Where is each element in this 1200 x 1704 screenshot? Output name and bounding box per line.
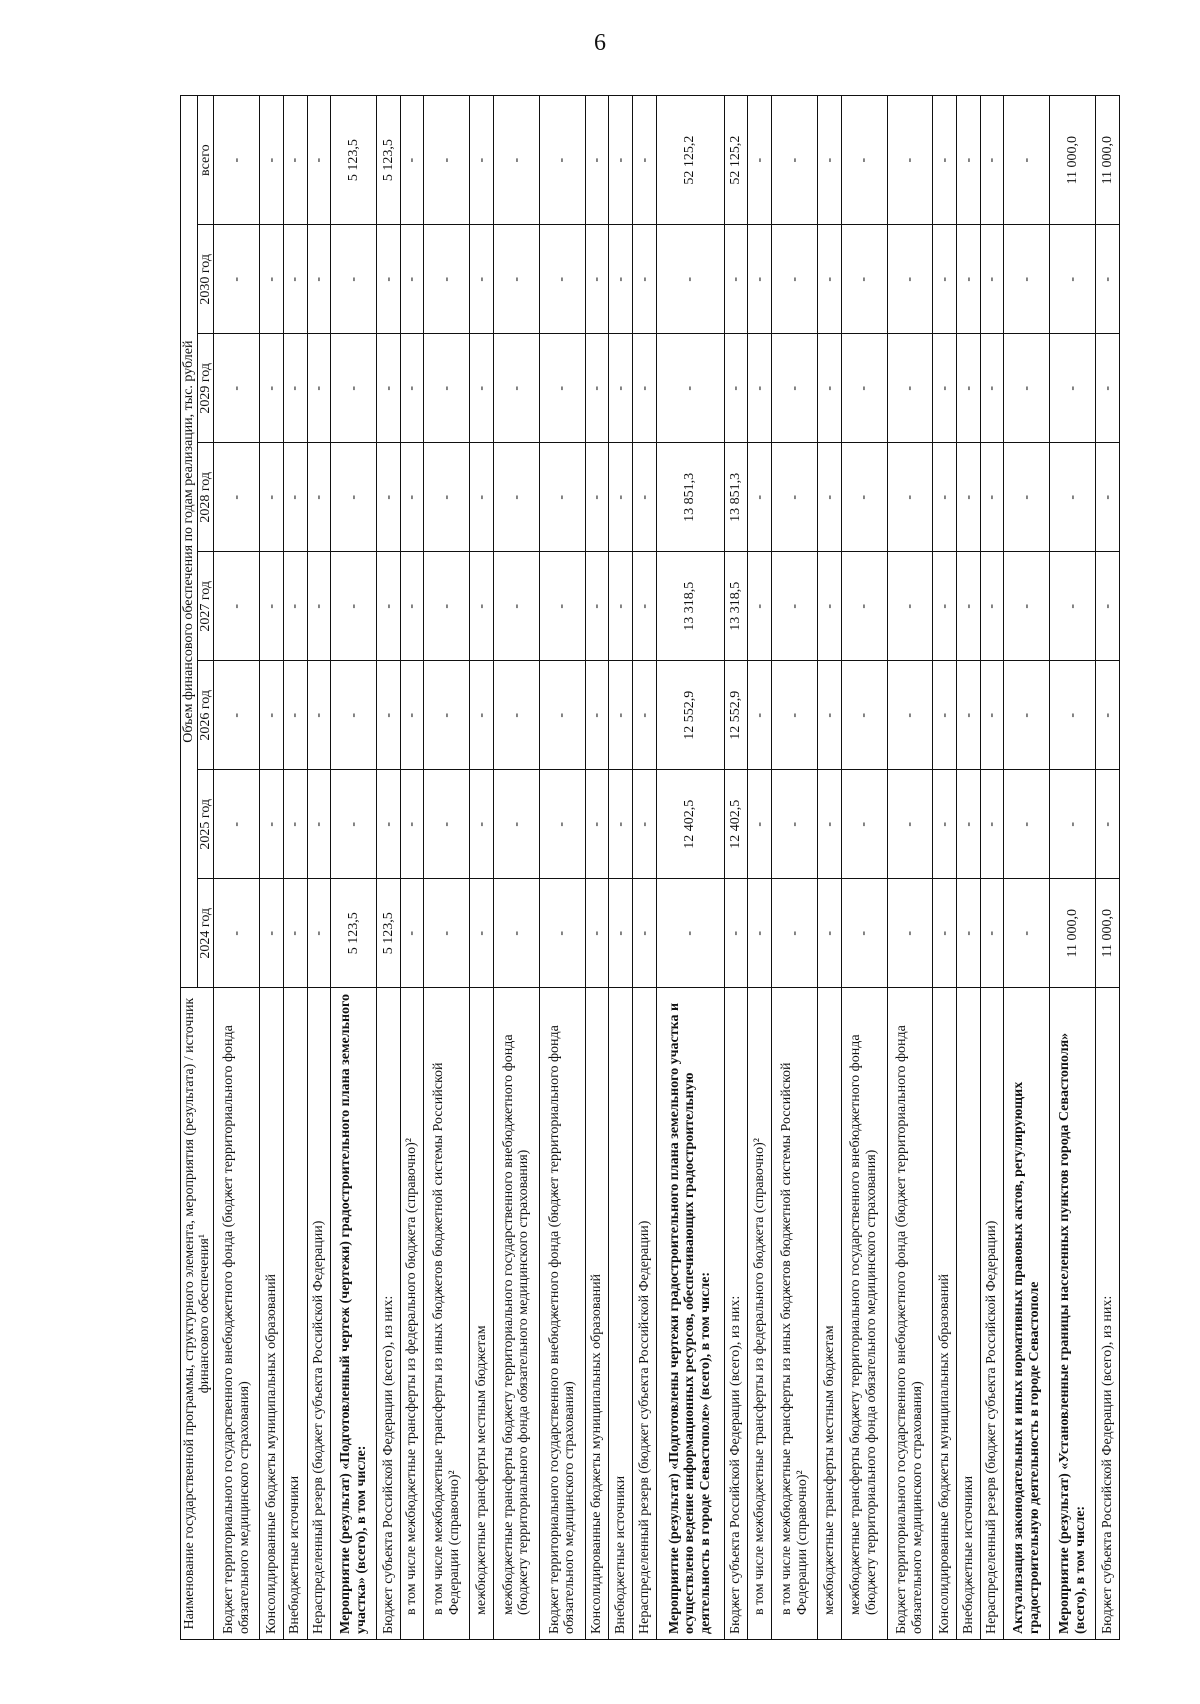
row-label: Консолидированные бюджеты муниципальных образований bbox=[933, 988, 957, 1640]
row-value-cell: - bbox=[818, 334, 842, 443]
row-value-cell: - bbox=[1096, 770, 1120, 879]
row-value-cell: - bbox=[633, 879, 657, 988]
table-row bbox=[957, 96, 981, 1640]
row-value-cell: - bbox=[307, 879, 331, 988]
row-value-cell: - bbox=[724, 334, 748, 443]
row-value-cell: - bbox=[748, 443, 772, 552]
row-label: в том числе межбюджетные трансферты из федерального бюджета (справочно)² bbox=[748, 988, 772, 1640]
row-value-cell: - bbox=[1050, 770, 1096, 879]
row-value-cell: - bbox=[424, 552, 470, 661]
table-row bbox=[748, 96, 772, 1640]
row-value-cell: - bbox=[841, 225, 887, 334]
row-total-cell: 11 000,0 bbox=[1050, 96, 1096, 225]
row-value-cell: - bbox=[1096, 661, 1120, 770]
row-value-cell: - bbox=[585, 879, 609, 988]
row-value-cell: - bbox=[539, 770, 585, 879]
row-value-cell: - bbox=[539, 879, 585, 988]
row-value-cell: - bbox=[980, 334, 1004, 443]
row-value-cell: - bbox=[214, 661, 260, 770]
row-value-cell: - bbox=[331, 443, 377, 552]
row-value-cell: - bbox=[933, 770, 957, 879]
row-label: межбюджетные трансферты бюджету территориального государственного внебюджетного фонда (бюджету территориального фонда обязательного медицинского страхования) bbox=[493, 988, 539, 1640]
table-row bbox=[377, 96, 401, 1640]
table-row bbox=[307, 96, 331, 1640]
row-label: Мероприятие (результат) «Подготовленный чертеж (чертежи) градостроительного плана земельного участка» (всего), в том числе: bbox=[331, 988, 377, 1640]
row-value-cell: - bbox=[260, 552, 284, 661]
header-year: 2028 год bbox=[197, 443, 214, 552]
table-row bbox=[772, 96, 818, 1640]
row-value-cell: - bbox=[470, 225, 494, 334]
row-value-cell: - bbox=[424, 334, 470, 443]
row-value-cell: - bbox=[400, 225, 424, 334]
row-value-cell: - bbox=[283, 661, 307, 770]
row-value-cell: - bbox=[609, 552, 633, 661]
row-value-cell: 12 402,5 bbox=[724, 770, 748, 879]
row-value-cell: - bbox=[633, 443, 657, 552]
row-value-cell: - bbox=[1004, 879, 1050, 988]
row-label: Бюджет субъекта Российской Федерации (всего), из них: bbox=[1096, 988, 1120, 1640]
row-value-cell: - bbox=[331, 334, 377, 443]
row-label: Внебюджетные источники bbox=[609, 988, 633, 1640]
row-value-cell: - bbox=[957, 879, 981, 988]
row-value-cell: - bbox=[933, 334, 957, 443]
table-row bbox=[400, 96, 424, 1640]
row-label: Бюджет субъекта Российской Федерации (всего), из них: bbox=[724, 988, 748, 1640]
row-value-cell: - bbox=[283, 443, 307, 552]
row-value-cell: - bbox=[656, 334, 724, 443]
row-value-cell: - bbox=[1004, 443, 1050, 552]
row-value-cell: - bbox=[980, 443, 1004, 552]
row-value-cell: - bbox=[980, 770, 1004, 879]
row-total-cell: - bbox=[772, 96, 818, 225]
row-value-cell: - bbox=[307, 334, 331, 443]
row-total-cell: - bbox=[307, 96, 331, 225]
row-total-cell: - bbox=[957, 96, 981, 225]
row-value-cell: - bbox=[957, 552, 981, 661]
row-value-cell: - bbox=[1004, 334, 1050, 443]
row-value-cell: - bbox=[633, 770, 657, 879]
row-total-cell: - bbox=[470, 96, 494, 225]
table-row bbox=[633, 96, 657, 1640]
row-value-cell: - bbox=[260, 443, 284, 552]
row-value-cell: 5 123,5 bbox=[377, 879, 401, 988]
row-value-cell: - bbox=[609, 661, 633, 770]
row-value-cell: - bbox=[470, 661, 494, 770]
row-value-cell: - bbox=[887, 443, 933, 552]
table-row bbox=[470, 96, 494, 1640]
row-value-cell: - bbox=[400, 661, 424, 770]
row-value-cell: 12 402,5 bbox=[656, 770, 724, 879]
row-value-cell: - bbox=[748, 334, 772, 443]
row-value-cell: - bbox=[748, 770, 772, 879]
table-row bbox=[1096, 96, 1120, 1640]
row-total-cell: - bbox=[633, 96, 657, 225]
row-value-cell: - bbox=[772, 443, 818, 552]
row-value-cell: - bbox=[400, 334, 424, 443]
row-value-cell: - bbox=[933, 225, 957, 334]
row-value-cell: - bbox=[818, 552, 842, 661]
row-value-cell: - bbox=[1004, 770, 1050, 879]
row-value-cell: 13 318,5 bbox=[656, 552, 724, 661]
row-value-cell: - bbox=[933, 443, 957, 552]
row-total-cell: 5 123,5 bbox=[377, 96, 401, 225]
row-value-cell: - bbox=[841, 552, 887, 661]
row-value-cell: - bbox=[539, 334, 585, 443]
header-row-top bbox=[181, 96, 198, 1640]
header-funding: Объем финансового обеспечения по годам реализации, тыс. рублей bbox=[181, 96, 198, 988]
row-label: Нераспределенный резерв (бюджет субъекта Российской Федерации) bbox=[633, 988, 657, 1640]
row-value-cell: - bbox=[331, 661, 377, 770]
row-value-cell: 11 000,0 bbox=[1050, 879, 1096, 988]
table-row bbox=[656, 96, 724, 1640]
table-row bbox=[980, 96, 1004, 1640]
row-value-cell: - bbox=[772, 879, 818, 988]
row-value-cell: - bbox=[818, 879, 842, 988]
header-name: Наименование государственной программы, структурного элемента, мероприятия (результата) / источник финансового обеспечения¹ bbox=[181, 988, 214, 1640]
page-number: 6 bbox=[594, 30, 606, 56]
row-value-cell: - bbox=[424, 443, 470, 552]
row-value-cell: - bbox=[260, 879, 284, 988]
table-body bbox=[214, 96, 1120, 1640]
table-row bbox=[841, 96, 887, 1640]
row-total-cell: - bbox=[214, 96, 260, 225]
row-label: Актуализация законодательных и иных нормативных правовых актов, регулирующих градостроительную деятельность в городе Севастополе bbox=[1004, 988, 1050, 1640]
row-value-cell: - bbox=[424, 225, 470, 334]
row-total-cell: - bbox=[818, 96, 842, 225]
row-value-cell: - bbox=[424, 661, 470, 770]
row-value-cell: - bbox=[377, 334, 401, 443]
row-value-cell: - bbox=[609, 225, 633, 334]
row-label: Внебюджетные источники bbox=[283, 988, 307, 1640]
row-label: межбюджетные трансферты местным бюджетам bbox=[818, 988, 842, 1640]
row-value-cell: - bbox=[377, 225, 401, 334]
row-value-cell: - bbox=[772, 225, 818, 334]
row-value-cell: - bbox=[609, 770, 633, 879]
row-total-cell: - bbox=[400, 96, 424, 225]
row-value-cell: - bbox=[585, 552, 609, 661]
row-value-cell: - bbox=[933, 879, 957, 988]
row-label: Бюджет территориального государственного внебюджетного фонда (бюджет территориального фонда обязательного медицинского страхования) bbox=[887, 988, 933, 1640]
row-value-cell: - bbox=[1096, 225, 1120, 334]
row-value-cell: - bbox=[283, 879, 307, 988]
row-value-cell: 13 318,5 bbox=[724, 552, 748, 661]
row-value-cell: - bbox=[214, 879, 260, 988]
table-row bbox=[283, 96, 307, 1640]
row-value-cell: - bbox=[260, 661, 284, 770]
row-value-cell: - bbox=[772, 661, 818, 770]
row-total-cell: - bbox=[748, 96, 772, 225]
row-value-cell: - bbox=[283, 334, 307, 443]
row-value-cell: - bbox=[260, 225, 284, 334]
row-value-cell: - bbox=[841, 443, 887, 552]
row-value-cell: - bbox=[957, 334, 981, 443]
row-value-cell: - bbox=[957, 661, 981, 770]
row-value-cell: - bbox=[470, 334, 494, 443]
table-row bbox=[539, 96, 585, 1640]
table-row bbox=[818, 96, 842, 1640]
row-total-cell: - bbox=[1004, 96, 1050, 225]
row-label: Бюджет территориального государственного внебюджетного фонда (бюджет территориального фонда обязательного медицинского страхования) bbox=[539, 988, 585, 1640]
row-value-cell: - bbox=[214, 552, 260, 661]
row-total-cell: - bbox=[539, 96, 585, 225]
row-value-cell: - bbox=[633, 661, 657, 770]
table-row bbox=[1004, 96, 1050, 1640]
row-value-cell: - bbox=[772, 334, 818, 443]
row-value-cell: 13 851,3 bbox=[656, 443, 724, 552]
row-value-cell: - bbox=[585, 770, 609, 879]
row-value-cell: - bbox=[818, 443, 842, 552]
row-value-cell: - bbox=[633, 334, 657, 443]
row-value-cell: - bbox=[1050, 334, 1096, 443]
row-value-cell: - bbox=[933, 661, 957, 770]
row-value-cell: - bbox=[818, 770, 842, 879]
row-value-cell: - bbox=[748, 552, 772, 661]
header-year: 2025 год bbox=[197, 770, 214, 879]
row-value-cell: - bbox=[493, 334, 539, 443]
row-total-cell: 5 123,5 bbox=[331, 96, 377, 225]
row-value-cell: - bbox=[957, 443, 981, 552]
row-total-cell: - bbox=[887, 96, 933, 225]
row-value-cell: - bbox=[539, 225, 585, 334]
row-value-cell: - bbox=[331, 552, 377, 661]
row-value-cell: - bbox=[331, 225, 377, 334]
row-value-cell: - bbox=[470, 443, 494, 552]
row-value-cell: - bbox=[377, 443, 401, 552]
row-value-cell: 5 123,5 bbox=[331, 879, 377, 988]
row-total-cell: 11 000,0 bbox=[1096, 96, 1120, 225]
row-value-cell: 12 552,9 bbox=[656, 661, 724, 770]
table-row bbox=[493, 96, 539, 1640]
table-row bbox=[585, 96, 609, 1640]
row-value-cell: - bbox=[1096, 443, 1120, 552]
row-value-cell: - bbox=[1096, 334, 1120, 443]
table-row bbox=[331, 96, 377, 1640]
table-row bbox=[887, 96, 933, 1640]
row-value-cell: - bbox=[1096, 552, 1120, 661]
row-total-cell: - bbox=[424, 96, 470, 225]
row-label: Мероприятие (результат) «Установленные границы населенных пунктов города Севастополя» (всего), в том числе: bbox=[1050, 988, 1096, 1640]
row-value-cell: - bbox=[377, 661, 401, 770]
row-value-cell: - bbox=[724, 879, 748, 988]
row-value-cell: - bbox=[841, 661, 887, 770]
row-value-cell: - bbox=[772, 770, 818, 879]
row-value-cell: - bbox=[470, 879, 494, 988]
table-row bbox=[933, 96, 957, 1640]
table-row bbox=[260, 96, 284, 1640]
row-value-cell: - bbox=[1050, 225, 1096, 334]
row-value-cell: - bbox=[957, 770, 981, 879]
row-value-cell: - bbox=[470, 552, 494, 661]
row-value-cell: - bbox=[980, 661, 1004, 770]
row-value-cell: - bbox=[493, 661, 539, 770]
row-label: Мероприятие (результат) «Подготовлены чертежи градостроительного плана земельного участка и осуществлено ведение информационных ресурсов, обеспечивающих градостроительную деятельность в городе Севастополе» (всего), в том числе: bbox=[656, 988, 724, 1640]
row-value-cell: - bbox=[1050, 661, 1096, 770]
header-total: всего bbox=[197, 96, 214, 225]
row-value-cell: 12 552,9 bbox=[724, 661, 748, 770]
row-value-cell: - bbox=[957, 225, 981, 334]
row-value-cell: - bbox=[400, 879, 424, 988]
row-value-cell: - bbox=[283, 770, 307, 879]
row-label: Консолидированные бюджеты муниципальных образований bbox=[260, 988, 284, 1640]
row-total-cell: 52 125,2 bbox=[656, 96, 724, 225]
row-total-cell: - bbox=[609, 96, 633, 225]
row-value-cell: - bbox=[470, 770, 494, 879]
row-value-cell: - bbox=[748, 661, 772, 770]
row-total-cell: - bbox=[585, 96, 609, 225]
row-value-cell: - bbox=[214, 770, 260, 879]
row-value-cell: - bbox=[818, 661, 842, 770]
row-value-cell: - bbox=[283, 552, 307, 661]
header-year: 2030 год bbox=[197, 225, 214, 334]
row-value-cell: - bbox=[1050, 443, 1096, 552]
row-value-cell: - bbox=[841, 770, 887, 879]
row-value-cell: - bbox=[980, 225, 1004, 334]
row-value-cell: - bbox=[307, 770, 331, 879]
row-value-cell: - bbox=[748, 879, 772, 988]
row-label: в том числе межбюджетные трансферты из федерального бюджета (справочно)² bbox=[400, 988, 424, 1640]
row-value-cell: - bbox=[424, 879, 470, 988]
header-year: 2029 год bbox=[197, 334, 214, 443]
row-value-cell: - bbox=[887, 661, 933, 770]
row-value-cell: - bbox=[424, 770, 470, 879]
row-value-cell: - bbox=[772, 552, 818, 661]
financing-table bbox=[180, 95, 1120, 1640]
row-value-cell: - bbox=[656, 879, 724, 988]
row-value-cell: 13 851,3 bbox=[724, 443, 748, 552]
row-value-cell: - bbox=[585, 661, 609, 770]
row-value-cell: - bbox=[980, 879, 1004, 988]
row-value-cell: - bbox=[585, 225, 609, 334]
row-value-cell: - bbox=[887, 879, 933, 988]
table-row bbox=[1050, 96, 1096, 1640]
row-value-cell: - bbox=[887, 552, 933, 661]
row-value-cell: - bbox=[307, 661, 331, 770]
row-value-cell: - bbox=[400, 770, 424, 879]
row-value-cell: - bbox=[887, 770, 933, 879]
table-row bbox=[214, 96, 260, 1640]
header-year: 2024 год bbox=[197, 879, 214, 988]
row-value-cell: - bbox=[214, 334, 260, 443]
row-label: в том числе межбюджетные трансферты из иных бюджетов бюджетной системы Российской Федерации (справочно)² bbox=[424, 988, 470, 1640]
row-value-cell: - bbox=[633, 225, 657, 334]
row-value-cell: - bbox=[609, 334, 633, 443]
row-value-cell: - bbox=[1004, 661, 1050, 770]
row-value-cell: - bbox=[260, 770, 284, 879]
row-value-cell: - bbox=[214, 225, 260, 334]
row-value-cell: - bbox=[933, 552, 957, 661]
row-label: межбюджетные трансферты бюджету территориального государственного внебюджетного фонда (бюджету территориального фонда обязательного медицинского страхования) bbox=[841, 988, 887, 1640]
row-value-cell: - bbox=[307, 552, 331, 661]
row-value-cell: - bbox=[609, 443, 633, 552]
row-value-cell: - bbox=[1050, 552, 1096, 661]
row-value-cell: - bbox=[585, 334, 609, 443]
row-value-cell: - bbox=[493, 552, 539, 661]
row-value-cell: - bbox=[980, 552, 1004, 661]
row-value-cell: - bbox=[539, 661, 585, 770]
row-value-cell: - bbox=[633, 552, 657, 661]
table-row bbox=[424, 96, 470, 1640]
row-value-cell: - bbox=[260, 334, 284, 443]
row-total-cell: - bbox=[260, 96, 284, 225]
row-label: Бюджет субъекта Российской Федерации (всего), из них: bbox=[377, 988, 401, 1640]
header-year: 2027 год bbox=[197, 552, 214, 661]
row-value-cell: - bbox=[887, 225, 933, 334]
row-value-cell: - bbox=[841, 879, 887, 988]
row-value-cell: - bbox=[493, 443, 539, 552]
row-value-cell: - bbox=[1004, 225, 1050, 334]
table-row bbox=[609, 96, 633, 1640]
row-value-cell: - bbox=[493, 879, 539, 988]
row-value-cell: - bbox=[307, 443, 331, 552]
row-value-cell: - bbox=[493, 225, 539, 334]
header-year: 2026 год bbox=[197, 661, 214, 770]
row-label: Внебюджетные источники bbox=[957, 988, 981, 1640]
row-value-cell: - bbox=[331, 770, 377, 879]
row-value-cell: - bbox=[841, 334, 887, 443]
row-value-cell: - bbox=[748, 225, 772, 334]
row-label: Нераспределенный резерв (бюджет субъекта Российской Федерации) bbox=[307, 988, 331, 1640]
row-value-cell: - bbox=[539, 552, 585, 661]
row-value-cell: - bbox=[307, 225, 331, 334]
row-label: в том числе межбюджетные трансферты из иных бюджетов бюджетной системы Российской Федерации (справочно)² bbox=[772, 988, 818, 1640]
row-total-cell: - bbox=[933, 96, 957, 225]
rotated-table-container bbox=[180, 95, 1120, 1640]
row-value-cell: - bbox=[585, 443, 609, 552]
row-value-cell: - bbox=[609, 879, 633, 988]
row-value-cell: - bbox=[724, 225, 748, 334]
row-value-cell: - bbox=[539, 443, 585, 552]
row-label: Нераспределенный резерв (бюджет субъекта Российской Федерации) bbox=[980, 988, 1004, 1640]
table-row bbox=[724, 96, 748, 1640]
row-label: межбюджетные трансферты местным бюджетам bbox=[470, 988, 494, 1640]
row-label: Бюджет территориального государственного внебюджетного фонда (бюджет территориального фонда обязательного медицинского страхования) bbox=[214, 988, 260, 1640]
row-total-cell: - bbox=[493, 96, 539, 225]
row-value-cell: - bbox=[887, 334, 933, 443]
row-label: Консолидированные бюджеты муниципальных образований bbox=[585, 988, 609, 1640]
row-value-cell: - bbox=[377, 552, 401, 661]
row-value-cell: - bbox=[214, 443, 260, 552]
row-total-cell: 52 125,2 bbox=[724, 96, 748, 225]
row-value-cell: - bbox=[283, 225, 307, 334]
row-value-cell: - bbox=[400, 552, 424, 661]
row-total-cell: - bbox=[841, 96, 887, 225]
row-value-cell: - bbox=[400, 443, 424, 552]
row-total-cell: - bbox=[980, 96, 1004, 225]
row-value-cell: 11 000,0 bbox=[1096, 879, 1120, 988]
row-value-cell: - bbox=[493, 770, 539, 879]
row-value-cell: - bbox=[656, 225, 724, 334]
row-value-cell: - bbox=[1004, 552, 1050, 661]
row-total-cell: - bbox=[283, 96, 307, 225]
row-value-cell: - bbox=[818, 225, 842, 334]
row-value-cell: - bbox=[377, 770, 401, 879]
